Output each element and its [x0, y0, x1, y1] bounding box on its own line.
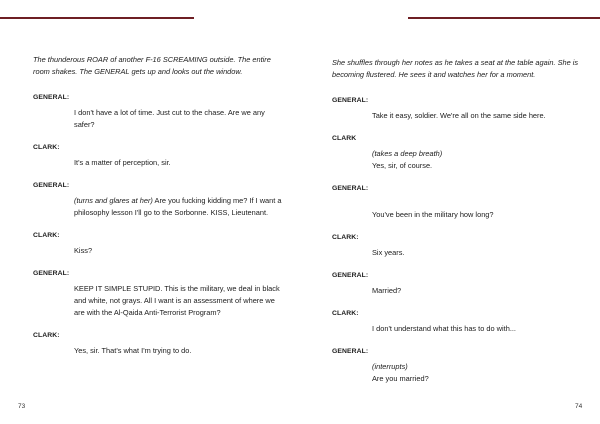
speech — [74, 157, 283, 169]
dialogue-block — [332, 346, 584, 385]
speaker-name: CLARK: — [332, 310, 359, 317]
speech — [74, 283, 283, 319]
speech — [372, 148, 584, 172]
parenthetical: (turns and glares at her) — [74, 196, 153, 205]
dialogue-block — [332, 308, 584, 335]
speaker-name: CLARK: — [33, 332, 60, 339]
speaker-name: CLARK: — [33, 144, 60, 151]
dialogue-line — [74, 195, 283, 219]
dialogue-line: Six years. — [372, 248, 405, 257]
dialogue-block — [332, 232, 584, 259]
speech — [372, 285, 584, 297]
speaker-name: GENERAL: — [332, 185, 369, 192]
parenthetical: (takes a deep breath) — [372, 149, 443, 158]
dialogue-block — [33, 180, 283, 219]
speaker-name: CLARK — [332, 135, 357, 142]
dialogue-block — [33, 142, 283, 169]
action-line: The thunderous ROAR of another F-16 SCREAMING outside. The entire room shakes. The GENERAL gets up and looks out the window. — [33, 55, 271, 76]
dialogue-line: KEEP IT SIMPLE STUPID. This is the military, we deal in black and white, not grays. All I want is an assessment of where we are with the Al-Qaida Anti-Terrorist Program? — [74, 284, 280, 317]
dialogue-line: Married? — [372, 286, 402, 295]
speech — [372, 198, 584, 221]
speech — [74, 107, 283, 131]
dialogue-line: You've been in the military how long? — [372, 210, 494, 219]
speech — [74, 195, 283, 219]
speaker-name: GENERAL: — [332, 348, 369, 355]
dialogue-block — [332, 133, 584, 172]
dialogue-block — [332, 183, 584, 221]
dialogue-block — [33, 230, 283, 257]
speaker-name: GENERAL: — [33, 270, 70, 277]
dialogue-line: I don't have a lot of time. Just cut to the chase. Are we any safer? — [74, 108, 265, 129]
speech — [372, 323, 584, 335]
dialogue-line: It's a matter of perception, sir. — [74, 158, 171, 167]
dialogue-line: Are you married? — [372, 374, 429, 383]
dialogue-block — [33, 330, 283, 357]
dialogue-line: Yes, sir. That's what I'm trying to do. — [74, 346, 192, 355]
script-content — [33, 54, 283, 368]
header-rule — [0, 17, 194, 19]
speech — [372, 110, 584, 122]
speech — [372, 247, 584, 259]
speech — [74, 345, 283, 357]
header-rule — [408, 17, 600, 19]
dialogue-block — [332, 270, 584, 297]
dialogue-text: Are you fucking kidding me? If I want a philosophy lesson I'll go to the Sorbonne. KISS, Lieutenant. — [74, 196, 282, 217]
speech — [74, 245, 283, 257]
page-number: 74 — [575, 403, 583, 410]
dialogue-block — [33, 92, 283, 131]
dialogue-line: Take it easy, soldier. We're all on the same side here. — [372, 111, 546, 120]
speech — [372, 361, 584, 385]
dialogue-block — [332, 95, 584, 122]
spacer — [372, 198, 584, 209]
speaker-name: GENERAL: — [33, 94, 70, 101]
page-number: 73 — [18, 403, 26, 410]
speaker-name: GENERAL: — [33, 182, 70, 189]
dialogue-line: Kiss? — [74, 246, 93, 255]
speaker-name: GENERAL: — [332, 97, 369, 104]
dialogue-line: Yes, sir, of course. — [372, 161, 433, 170]
action-line: She shuffles through her notes as he takes a seat at the table again. She is becoming flustered. He sees it and watches her for a moment. — [332, 58, 579, 79]
script-content — [332, 57, 584, 396]
right-page — [300, 0, 600, 424]
dialogue-line: I don't understand what this has to do with... — [372, 324, 516, 333]
speaker-name: CLARK: — [33, 232, 60, 239]
dialogue-block — [33, 268, 283, 319]
parenthetical: (interrupts) — [372, 362, 408, 371]
speaker-name: CLARK: — [332, 234, 359, 241]
speaker-name: GENERAL: — [332, 272, 369, 279]
